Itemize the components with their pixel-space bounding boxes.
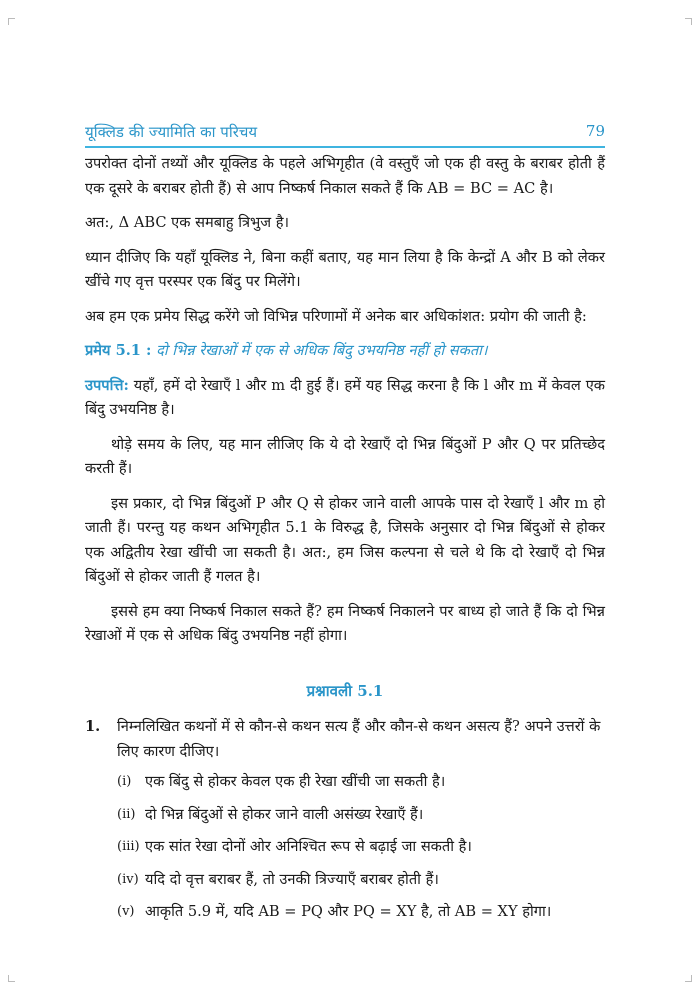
item-label: (iv) (117, 871, 139, 887)
item-label: (ii) (117, 806, 136, 822)
crop-mark (685, 18, 692, 25)
proof-text: यहाँ, हमें दो रेखाएँ l और m दी हुई हैं। हमें यह सिद्ध करना है कि l और m में केवल एक बिंदु उभयनिष्ठ है। (85, 376, 605, 418)
proof (85, 374, 605, 423)
proof-label: उपपत्ति: (85, 376, 129, 394)
page-body (85, 152, 605, 933)
exercise-title: प्रश्नावली 5.1 (306, 681, 384, 700)
list-item (117, 835, 605, 860)
item-label: (v) (117, 904, 135, 919)
crop-mark (8, 975, 15, 982)
theorem-statement: दो भिन्न रेखाओं में एक से अधिक बिंदु उभयनिष्ठ नहीं हो सकता। (156, 342, 488, 359)
paragraph: इस प्रकार, दो भिन्न बिंदुओं P और Q से होकर जाने वाली आपके पास दो रेखाएँ l और m हो जाती हैं। परन्तु यह कथन अभिगृहीत 5.1 के विरुद्ध है, जिसके अनुसार दो भिन्न बिंदुओं से होकर एक अद्वितीय रेखा खींची जा सकती है। अत:, हम जिस कल्पना से चले थे कि दो रेखाएँ दो भिन्न बिंदुओं से होकर जाती हैं गलत है। (85, 494, 605, 585)
running-title: यूक्लिड की ज्यामिति का परिचय (85, 123, 258, 141)
crop-mark (8, 18, 15, 25)
item-text: यदि दो वृत्त बराबर हैं, तो उनकी त्रिज्याएँ बराबर होती हैं। (145, 870, 439, 888)
paragraph: थोड़े समय के लिए, यह मान लीजिए कि ये दो रेखाएँ दो भिन्न बिंदुओं P और Q पर प्रतिच्छेद करती हैं। (85, 435, 605, 477)
item-text: एक सांत रेखा दोनों ओर अनिश्चित रूप से बढ़ाई जा सकती है। (145, 838, 472, 855)
question (85, 715, 605, 764)
question-number: 1. (85, 718, 101, 735)
list-item (117, 803, 605, 828)
list-item (117, 770, 605, 795)
item-label: (iii) (117, 839, 140, 854)
question-text: निम्नलिखित कथनों में से कौन-से कथन सत्य हैं और कौन-से कथन असत्य हैं? अपने उत्तरों के लिए कारण दीजिए। (117, 718, 601, 760)
item-text: आकृति 5.9 में, यदि AB = PQ और PQ = XY है, तो AB = XY होगा। (145, 903, 552, 920)
page-number: 79 (585, 122, 605, 140)
item-label: (i) (117, 774, 132, 789)
statement-list (117, 770, 605, 925)
item-text: एक बिंदु से होकर केवल एक ही रेखा खींची जा सकती है। (145, 773, 446, 790)
theorem (85, 339, 605, 364)
list-item (117, 900, 605, 925)
paragraph: इससे हम क्या निष्कर्ष निकाल सकते हैं? हम निष्कर्ष निकालने पर बाध्य हो जाते हैं कि दो भिन्न रेखाओं में एक से अधिक बिंदु उभयनिष्ठ नहीं होगा। (85, 602, 605, 644)
paragraph: अत:, Δ ABC एक समबाहु त्रिभुज है। (85, 214, 290, 231)
item-text: दो भिन्न बिंदुओं से होकर जाने वाली असंख्य रेखाएँ हैं। (145, 805, 424, 823)
crop-mark (685, 975, 692, 982)
list-item (117, 868, 605, 893)
paragraph: उपरोक्त दोनों तथ्यों और यूक्लिड के पहले अभिगृहीत (वे वस्तुएँ जो एक ही वस्तु के बराबर होती हैं एक दूसरे के बराबर होती हैं) से आप निष्कर्ष निकाल सकते हैं कि AB = BC = AC है। (85, 155, 605, 197)
page-header (85, 118, 605, 148)
paragraph: ध्यान दीजिए कि यहाँ यूक्लिड ने, बिना कहीं बताए, यह मान लिया है कि केन्द्रों A और B को लेकर खींचे गए वृत्त परस्पर एक बिंदु पर मिलेंगे। (85, 248, 605, 290)
theorem-label: प्रमेय 5.1 : (85, 342, 152, 359)
paragraph: अब हम एक प्रमेय सिद्ध करेंगे जो विभिन्न परिणामों में अनेक बार अधिकांशत: प्रयोग की जाती है: (85, 307, 587, 325)
